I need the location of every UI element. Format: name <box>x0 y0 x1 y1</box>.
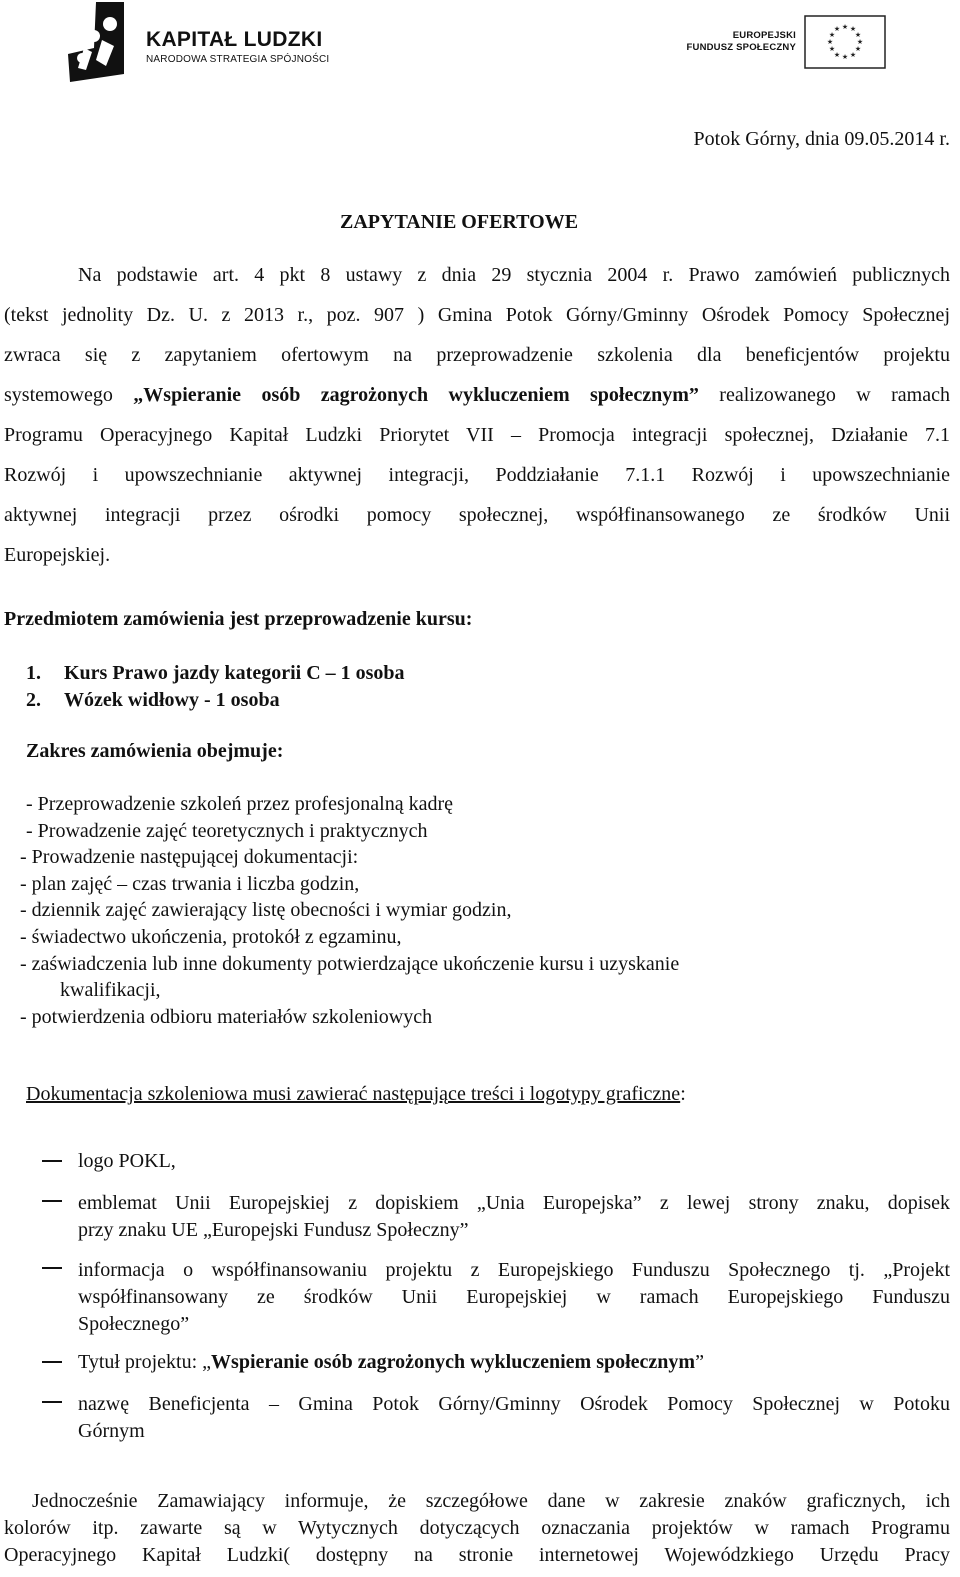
intro-line: aktywnej integracji przez ośrodki pomocy społecznej, współfinansowanego ze środków Unii <box>4 504 950 526</box>
kapital-ludzki-logo <box>66 0 346 84</box>
list-item: - potwierdzenia odbioru materiałów szkoleniowych <box>20 1005 433 1028</box>
intro-text: systemowego <box>4 384 134 406</box>
subject-heading: Przedmiotem zamówienia jest przeprowadzenie kursu: <box>4 608 473 630</box>
intro-line: Na podstawie art. 4 pkt 8 ustawy z dnia 29 stycznia 2004 r. Prawo zamówień publicznych <box>78 264 950 286</box>
subject-list <box>26 660 405 714</box>
dash-bullet-icon <box>42 1401 62 1403</box>
kapital-ludzki-emblem-icon <box>66 0 128 84</box>
doc-item-5 <box>78 1391 950 1445</box>
doc-item-line: informacja o współfinansowaniu projektu z Europejskiego Funduszu Społecznego tj. „Projekt <box>78 1259 950 1281</box>
list-item: kwalifikacji, <box>60 979 161 1002</box>
intro-line: Programu Operacyjnego Kapitał Ludzki Priorytet VII – Promocja integracji społecznej, Działanie 7.1 <box>4 424 950 446</box>
doc-item-line: współfinansowany ze środków Unii Europejskiej w ramach Europejskiego Funduszu <box>78 1286 950 1308</box>
doc-item-4 <box>78 1351 704 1374</box>
item-number: 2. <box>26 689 41 711</box>
closing-paragraph <box>4 1488 950 1569</box>
closing-line: Operacyjnego Kapitał Ludzki( dostępny na stronie internetowej Wojewódzkiego Urzędu Pracy <box>4 1544 950 1566</box>
list-item: - świadectwo ukończenia, protokół z egzaminu, <box>20 925 402 948</box>
documentation-heading-text: Dokumentacja szkoleniowa musi zawierać następujące treści i logotypy graficzne <box>26 1083 681 1105</box>
item-text: Kurs Prawo jazdy kategorii C – 1 osoba <box>64 662 405 684</box>
closing-line: kolorów itp. zawarte są w Wytycznych dotyczących oznaczania projektów w ramach Programu <box>4 1517 950 1539</box>
closing-line: Jednocześnie Zamawiający informuje, że szczegółowe dane w zakresie znaków graficznych, ich <box>32 1490 950 1512</box>
svg-text:★: ★ <box>833 25 841 33</box>
doc-item-line: Społecznego” <box>78 1313 190 1335</box>
item-text: Wózek widłowy - 1 osoba <box>64 689 280 711</box>
svg-text:★: ★ <box>828 45 836 53</box>
dash-bullet-icon <box>42 1361 62 1363</box>
doc-item-text: ” <box>695 1351 704 1373</box>
efs-line1: EUROPEJSKI <box>732 30 796 41</box>
svg-text:★: ★ <box>849 51 857 59</box>
efs-logo <box>680 14 888 70</box>
doc-item-3 <box>78 1257 950 1338</box>
project-title: Wspieranie osób zagrożonych wykluczeniem społecznym <box>211 1351 696 1373</box>
date-line: Potok Górny, dnia 09.05.2014 r. <box>693 128 950 150</box>
list-item <box>26 660 405 687</box>
intro-text: realizowanego w ramach <box>698 384 950 406</box>
efs-line2: FUNDUSZ SPOŁECZNY <box>686 42 796 53</box>
intro-line: (tekst jednolity Dz. U. z 2013 r., poz. 907 ) Gmina Potok Górny/Gminny Ośrodek Pomocy Społecznej <box>4 304 950 326</box>
dash-bullet-icon <box>42 1267 62 1269</box>
project-title: „Wspieranie osób zagrożonych wykluczeniem społecznym” <box>133 384 699 406</box>
svg-text:★: ★ <box>841 23 849 31</box>
eu-flag-icon <box>804 15 886 69</box>
svg-text:★: ★ <box>854 45 862 53</box>
svg-text:★: ★ <box>849 25 857 33</box>
svg-text:★: ★ <box>854 31 862 39</box>
svg-text:★: ★ <box>841 53 849 61</box>
intro-line: zwraca się z zapytaniem ofertowym na przeprowadzenie szkolenia dla beneficjentów projektu <box>4 344 950 366</box>
list-item: - zaświadczenia lub inne dokumenty potwierdzające ukończenie kursu i uzyskanie <box>20 952 680 975</box>
svg-text:★: ★ <box>828 31 836 39</box>
logo-subtitle: NARODOWA STRATEGIA SPÓJNOŚCI <box>146 54 330 65</box>
list-item: - plan zajęć – czas trwania i liczba godzin, <box>20 872 360 895</box>
list-item: - dziennik zajęć zawierający listę obecności i wymiar godzin, <box>20 899 512 922</box>
list-item <box>26 687 405 714</box>
doc-item-line: Górnym <box>78 1420 145 1442</box>
documentation-heading <box>26 1083 686 1106</box>
list-item: - Przeprowadzenie szkoleń przez profesjonalną kadrę <box>26 793 454 815</box>
doc-item-text: Tytuł projektu: „ <box>78 1351 212 1373</box>
page-title: ZAPYTANIE OFERTOWE <box>340 211 579 233</box>
doc-item-line: przy znaku UE „Europejski Fundusz Społeczny” <box>78 1219 469 1241</box>
scope-heading: Zakres zamówienia obejmuje: <box>26 740 284 762</box>
doc-item-line: emblemat Unii Europejskiej z dopiskiem „Unia Europejska” z lewej strony znaku, dopisek <box>78 1192 950 1214</box>
doc-item-line: nazwę Beneficjenta – Gmina Potok Górny/Gminny Ośrodek Pomocy Społecznej w Potoku <box>78 1393 950 1415</box>
list-item: - Prowadzenie następującej dokumentacji: <box>20 846 359 869</box>
logo-title: KAPITAŁ LUDZKI <box>146 28 323 51</box>
scope-list <box>20 791 679 1030</box>
intro-line <box>4 375 950 415</box>
intro-paragraph <box>4 255 950 575</box>
efs-logo-text <box>680 30 796 54</box>
doc-item-2 <box>78 1190 950 1244</box>
intro-line: Rozwój i upowszechnianie aktywnej integracji, Poddziałanie 7.1.1 Rozwój i upowszechnianie <box>4 464 950 486</box>
documentation-heading-colon: : <box>680 1083 686 1105</box>
doc-item-1: logo POKL, <box>78 1150 176 1172</box>
svg-text:★: ★ <box>856 38 864 46</box>
dash-bullet-icon <box>42 1160 62 1162</box>
list-item: - Prowadzenie zajęć teoretycznych i praktycznych <box>26 819 428 842</box>
svg-text:★: ★ <box>826 38 834 46</box>
item-number: 1. <box>26 662 41 684</box>
svg-text:★: ★ <box>833 51 841 59</box>
dash-bullet-icon <box>42 1200 62 1202</box>
intro-line: Europejskiej. <box>4 544 111 566</box>
